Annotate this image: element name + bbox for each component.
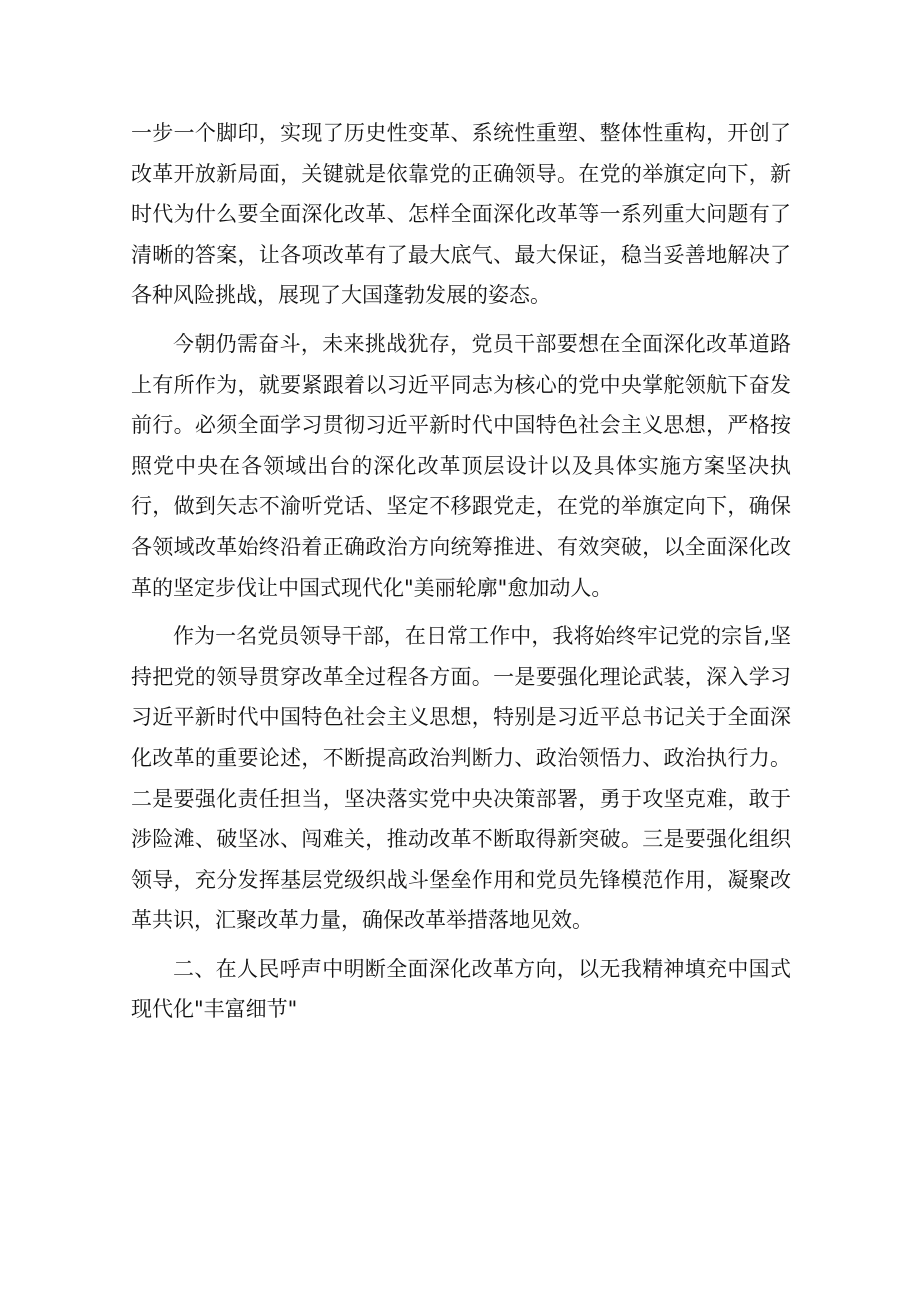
paragraph-2: 今朝仍需奋斗，未来挑战犹存，党员干部要想在全面深化改革道路上有所作为，就要紧跟着以习近平同志为核心的党中央掌舵领航下奋发前行。必须全面学习贯彻习近平新时代中国特色社会主义思想，严格按照党中央在各领域出台的深化改革顶层设计以及具体实施方案坚决执行，做到矢志不渝听党话、坚定不移跟党走，在党的举旗定向下，确保各领域改革始终沿着正确政治方向统筹推进、有效突破，以全面深化改革的坚定步伐让中国式现代化"美丽轮廓"愈加动人。 — [131, 331, 791, 600]
section-heading: 二、在人民呼声中明断全面深化改革方向，以无我精神填充中国式现代化"丰富细节" — [131, 956, 791, 1022]
paragraph-3: 作为一名党员领导干部，在日常工作中，我将始终牢记党的宗旨,坚持把党的领导贯穿改革全过程各方面。一是要强化理论武装，深入学习习近平新时代中国特色社会主义思想，特别是习近平总书记关于全面深化改革的重要论述，不断提高政治判断力、政治领悟力、政治执行力。二是要强化责任担当，坚决落实党中央决策部署，勇于攻坚克难，敢于涉险滩、破坚冰、闯难关，推动改革不断取得新突破。三是要强化组织领导，充分发挥基层党级织战斗堡垒作用和党员先锋模范作用，凝聚改革共识，汇聚改革力量，确保改革举措落地见效。 — [131, 624, 791, 933]
document-body — [131, 113, 791, 1038]
paragraph-1: 一步一个脚印，实现了历史性变革、系统性重塑、整体性重构，开创了改革开放新局面，关键就是依靠党的正确领导。在党的举旗定向下，新时代为什么要全面深化改革、怎样全面深化改革等一系列重大问题有了清晰的答案，让各项改革有了最大底气、最大保证，稳当妥善地解决了各种风险挑战，展现了大国蓬勃发展的姿态。 — [131, 121, 791, 308]
